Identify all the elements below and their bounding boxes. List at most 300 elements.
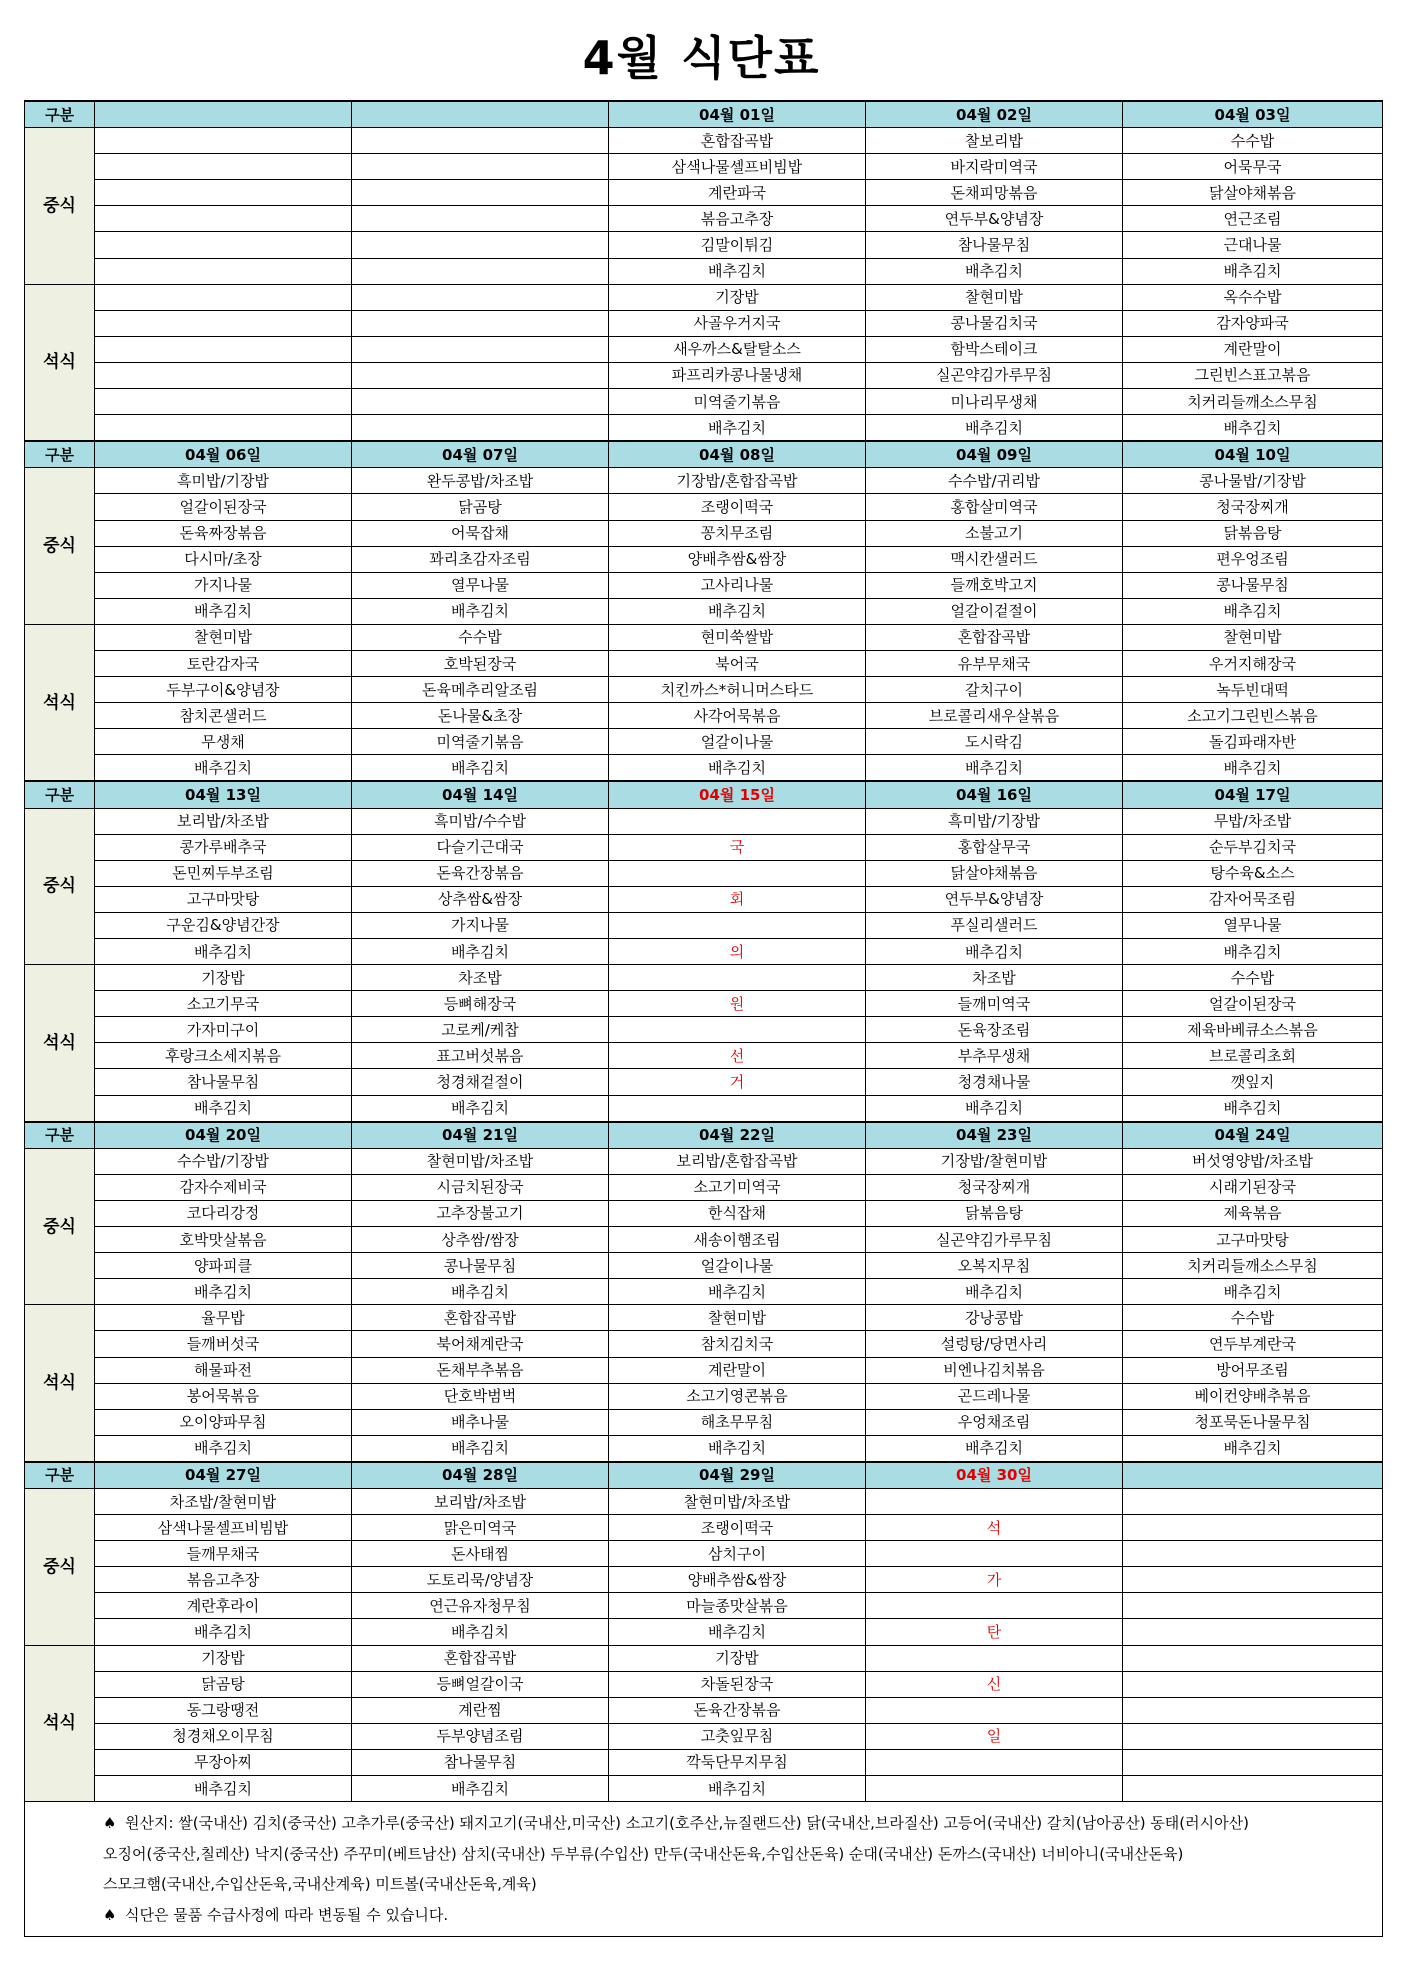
- dinner-row: [25, 1776, 1383, 1802]
- page-title: 4월 식단표: [582, 31, 821, 85]
- menu-item: 소불고기: [866, 520, 1123, 546]
- menu-item: 청경채오이무침: [95, 1723, 352, 1749]
- menu-item: 닭곰탕: [95, 1671, 352, 1697]
- menu-item: 신: [866, 1671, 1123, 1697]
- menu-item: 배추나물: [352, 1409, 609, 1435]
- menu-item: [352, 232, 609, 258]
- menu-item: [609, 1095, 866, 1122]
- menu-item: 찰현미밥: [609, 1305, 866, 1331]
- menu-item: 치킨까스*허니머스타드: [609, 677, 866, 703]
- menu-item: 혼합잡곡밥: [352, 1645, 609, 1671]
- menu-item: 흑미밥/기장밥: [95, 468, 352, 494]
- menu-item: 도시락김: [866, 729, 1123, 755]
- menu-item: 차조밥: [866, 965, 1123, 991]
- menu-item: 고로케/케찹: [352, 1017, 609, 1043]
- menu-item: 닭곰탕: [352, 494, 609, 520]
- dinner-row: [25, 755, 1383, 782]
- gubun-label: 구분: [25, 781, 95, 808]
- menu-item: 혼합잡곡밥: [866, 624, 1123, 650]
- menu-item: 제육볶음: [1123, 1200, 1383, 1226]
- menu-item: 현미쑥쌀밥: [609, 624, 866, 650]
- menu-item: 선: [609, 1043, 866, 1069]
- lunch-row: [25, 546, 1383, 572]
- dinner-row: [25, 1645, 1383, 1671]
- menu-item: 기장밥: [95, 1645, 352, 1671]
- menu-item: 콩나물무침: [352, 1253, 609, 1279]
- lunch-label: 중식: [25, 1148, 95, 1305]
- menu-item: 배추김치: [352, 939, 609, 965]
- date-cell: 04월 17일: [1123, 781, 1383, 808]
- menu-item: 녹두빈대떡: [1123, 677, 1383, 703]
- menu-item: 고사리나물: [609, 572, 866, 598]
- menu-item: 배추김치: [609, 1435, 866, 1462]
- date-cell: 04월 21일: [352, 1122, 609, 1149]
- menu-item: 새우까스&탈탈소스: [609, 336, 866, 362]
- date-cell: 04월 08일: [609, 441, 866, 468]
- menu-item: 얼갈이겉절이: [866, 598, 1123, 624]
- menu-item: 청국장찌개: [866, 1174, 1123, 1200]
- menu-item: 수수밥: [352, 624, 609, 650]
- menu-item: 닭볶음탕: [1123, 520, 1383, 546]
- menu-item: 그린빈스표고볶음: [1123, 362, 1383, 388]
- menu-item: 시래기된장국: [1123, 1174, 1383, 1200]
- menu-item: 회: [609, 886, 866, 912]
- menu-item: 후랑크소세지볶음: [95, 1043, 352, 1069]
- dinner-row: [25, 965, 1383, 991]
- lunch-row: [25, 939, 1383, 965]
- menu-item: 배추김치: [866, 939, 1123, 965]
- menu-item: 순두부김치국: [1123, 834, 1383, 860]
- menu-item: [352, 284, 609, 310]
- dinner-row: [25, 1409, 1383, 1435]
- menu-item: 콩가루배추국: [95, 834, 352, 860]
- dinner-row: [25, 1435, 1383, 1462]
- menu-item: [352, 128, 609, 154]
- menu-item: 고춧잎무침: [609, 1723, 866, 1749]
- menu-item: 계란찜: [352, 1697, 609, 1723]
- menu-item: 무장아찌: [95, 1749, 352, 1775]
- lunch-row: [25, 154, 1383, 180]
- gubun-label: 구분: [25, 101, 95, 128]
- menu-item: [1123, 1541, 1383, 1567]
- lunch-row: [25, 494, 1383, 520]
- menu-item: 흑미밥/수수밥: [352, 808, 609, 834]
- menu-item: 차조밥: [352, 965, 609, 991]
- lunch-row: [25, 912, 1383, 938]
- menu-item: 꽈리초감자조림: [352, 546, 609, 572]
- menu-item: 양배추쌈&쌈장: [609, 546, 866, 572]
- menu-item: [352, 310, 609, 336]
- menu-item: 두부양념조림: [352, 1723, 609, 1749]
- menu-item: 배추김치: [1123, 258, 1383, 284]
- meal-plan-table: [24, 100, 1383, 1937]
- lunch-label: 중식: [25, 128, 95, 285]
- note-text: 오징어(중국산,칠레산) 낙지(중국산) 주꾸미(베트남산) 삼치(국내산) 두부류(수입산) 만두(국내산돈육,수입산돈육) 순대(국내산) 돈까스(국내산) 너비아니(국내산돈육): [103, 1844, 1184, 1863]
- menu-item: 콩나물김치국: [866, 310, 1123, 336]
- menu-item: 미역줄기볶음: [609, 389, 866, 415]
- dinner-label: 석식: [25, 1645, 95, 1802]
- menu-item: [1123, 1488, 1383, 1514]
- menu-item: 소고기무국: [95, 991, 352, 1017]
- menu-item: 가: [866, 1567, 1123, 1593]
- menu-item: 콩나물밥/기장밥: [1123, 468, 1383, 494]
- menu-item: 흑미밥/기장밥: [866, 808, 1123, 834]
- date-cell: 04월 28일: [352, 1462, 609, 1489]
- menu-item: 닭살야채볶음: [866, 860, 1123, 886]
- menu-item: 배추김치: [1123, 1435, 1383, 1462]
- menu-item: 배추김치: [609, 1776, 866, 1802]
- menu-item: 배추김치: [1123, 1095, 1383, 1122]
- menu-item: 유부무채국: [866, 650, 1123, 676]
- lunch-row: [25, 1593, 1383, 1619]
- menu-item: 배추김치: [1123, 1279, 1383, 1305]
- note-text: 원산지: 쌀(국내산) 김치(중국산) 고추가루(중국산) 돼지고기(국내산,미국산) 소고기(호주산,뉴질랜드산) 닭(국내산,브라질산) 고등어(국내산) 갈치(남아공산) 동태(러시아산): [125, 1814, 1249, 1833]
- menu-item: 근대나물: [1123, 232, 1383, 258]
- menu-item: [1123, 1567, 1383, 1593]
- lunch-label: 중식: [25, 808, 95, 965]
- menu-item: 들깨버섯국: [95, 1331, 352, 1357]
- menu-item: 연두부계란국: [1123, 1331, 1383, 1357]
- menu-item: [866, 1697, 1123, 1723]
- lunch-row: [25, 1279, 1383, 1305]
- menu-item: 수수밥: [1123, 965, 1383, 991]
- date-cell: 04월 02일: [866, 101, 1123, 128]
- lunch-row: [25, 1541, 1383, 1567]
- menu-item: 찰현미밥: [95, 624, 352, 650]
- menu-item: 비엔나김치볶음: [866, 1357, 1123, 1383]
- menu-item: 돈나물&초장: [352, 703, 609, 729]
- lunch-row: [25, 468, 1383, 494]
- menu-item: [95, 336, 352, 362]
- menu-item: 감자양파국: [1123, 310, 1383, 336]
- menu-item: [609, 808, 866, 834]
- menu-item: 시금치된장국: [352, 1174, 609, 1200]
- menu-item: 참나물무침: [866, 232, 1123, 258]
- dinner-row: [25, 1017, 1383, 1043]
- menu-item: 돈육간장볶음: [352, 860, 609, 886]
- date-cell: 04월 22일: [609, 1122, 866, 1149]
- menu-item: 새송이햄조림: [609, 1227, 866, 1253]
- menu-item: 마늘종맛살볶음: [609, 1593, 866, 1619]
- menu-item: 배추김치: [609, 258, 866, 284]
- menu-item: 계란말이: [1123, 336, 1383, 362]
- date-cell: 04월 23일: [866, 1122, 1123, 1149]
- menu-item: 찰현미밥: [1123, 624, 1383, 650]
- menu-item: 베이컨양배추볶음: [1123, 1383, 1383, 1409]
- menu-item: 소고기미역국: [609, 1174, 866, 1200]
- menu-item: 배추김치: [352, 1095, 609, 1122]
- menu-item: 원: [609, 991, 866, 1017]
- menu-item: 북어국: [609, 650, 866, 676]
- menu-item: [1123, 1515, 1383, 1541]
- menu-item: 얼갈이된장국: [95, 494, 352, 520]
- menu-item: 푸실리샐러드: [866, 912, 1123, 938]
- menu-item: 깻잎지: [1123, 1069, 1383, 1095]
- dinner-row: [25, 1357, 1383, 1383]
- menu-item: 배추김치: [1123, 939, 1383, 965]
- menu-item: 수수밥: [1123, 128, 1383, 154]
- dinner-label: 석식: [25, 1305, 95, 1462]
- menu-item: 연근유자청무침: [352, 1593, 609, 1619]
- menu-item: 상추쌈/쌈장: [352, 1227, 609, 1253]
- menu-item: 배추김치: [1123, 755, 1383, 782]
- menu-item: [95, 284, 352, 310]
- menu-item: [1123, 1645, 1383, 1671]
- menu-item: 배추김치: [95, 755, 352, 782]
- dinner-label: 석식: [25, 965, 95, 1122]
- menu-item: [352, 206, 609, 232]
- menu-item: 참나물무침: [95, 1069, 352, 1095]
- lunch-row: [25, 1488, 1383, 1514]
- lunch-row: [25, 258, 1383, 284]
- menu-item: [95, 415, 352, 442]
- menu-item: 치커리들깨소스무침: [1123, 1253, 1383, 1279]
- menu-item: 북어채계란국: [352, 1331, 609, 1357]
- lunch-row: [25, 886, 1383, 912]
- menu-item: 배추김치: [95, 1095, 352, 1122]
- note-line: [103, 1869, 1382, 1900]
- menu-item: 동그랑땡전: [95, 1697, 352, 1723]
- menu-item: 사골우거지국: [609, 310, 866, 336]
- menu-item: [1123, 1619, 1383, 1645]
- lunch-label: 중식: [25, 468, 95, 625]
- menu-item: 토란감자국: [95, 650, 352, 676]
- note-line: [103, 1808, 1382, 1839]
- menu-item: 닭볶음탕: [866, 1200, 1123, 1226]
- menu-item: [95, 258, 352, 284]
- dinner-row: [25, 389, 1383, 415]
- lunch-row: [25, 1200, 1383, 1226]
- menu-item: 배추김치: [609, 755, 866, 782]
- menu-item: 돈육장조림: [866, 1017, 1123, 1043]
- lunch-row: [25, 1174, 1383, 1200]
- menu-item: 단호박범벅: [352, 1383, 609, 1409]
- lunch-row: [25, 1148, 1383, 1174]
- menu-item: 배추김치: [609, 1279, 866, 1305]
- dinner-row: [25, 703, 1383, 729]
- menu-item: 기장밥/찰현미밥: [866, 1148, 1123, 1174]
- gubun-label: 구분: [25, 441, 95, 468]
- dinner-row: [25, 991, 1383, 1017]
- menu-item: 감자수제비국: [95, 1174, 352, 1200]
- dinner-row: [25, 1095, 1383, 1122]
- menu-item: 고구마맛탕: [95, 886, 352, 912]
- menu-item: 오복지무침: [866, 1253, 1123, 1279]
- menu-item: 배추김치: [609, 1619, 866, 1645]
- menu-item: [352, 258, 609, 284]
- menu-item: [95, 180, 352, 206]
- menu-item: 파프리카콩나물냉채: [609, 362, 866, 388]
- menu-item: 바지락미역국: [866, 154, 1123, 180]
- menu-item: 가자미구이: [95, 1017, 352, 1043]
- menu-item: 보리밥/혼합잡곡밥: [609, 1148, 866, 1174]
- menu-item: 코다리강정: [95, 1200, 352, 1226]
- menu-item: 배추김치: [352, 755, 609, 782]
- menu-item: 배추김치: [866, 258, 1123, 284]
- menu-item: 배추김치: [866, 1279, 1123, 1305]
- menu-item: 꽁치무조림: [609, 520, 866, 546]
- dinner-row: [25, 650, 1383, 676]
- note-text: 식단은 물품 수급사정에 따라 변동될 수 있습니다.: [125, 1905, 449, 1924]
- date-cell: 04월 29일: [609, 1462, 866, 1489]
- dinner-row: [25, 624, 1383, 650]
- menu-item: 얼갈이된장국: [1123, 991, 1383, 1017]
- menu-item: 호박맛살볶음: [95, 1227, 352, 1253]
- menu-item: [866, 1645, 1123, 1671]
- menu-item: 오이양파무침: [95, 1409, 352, 1435]
- menu-item: 배추김치: [609, 598, 866, 624]
- notes-cell: [25, 1802, 1383, 1937]
- menu-item: 계란파국: [609, 180, 866, 206]
- dinner-row: [25, 1383, 1383, 1409]
- menu-item: 부추무생채: [866, 1043, 1123, 1069]
- menu-item: [352, 336, 609, 362]
- date-cell: 04월 14일: [352, 781, 609, 808]
- menu-item: [1123, 1749, 1383, 1775]
- dinner-label: 석식: [25, 284, 95, 441]
- menu-item: 혼합잡곡밥: [609, 128, 866, 154]
- menu-item: 방어무조림: [1123, 1357, 1383, 1383]
- menu-item: 소고기영콘볶음: [609, 1383, 866, 1409]
- note-text: 스모크햄(국내산,수입산돈육,국내산계육) 미트볼(국내산돈육,계육): [103, 1875, 537, 1894]
- menu-item: 양파피클: [95, 1253, 352, 1279]
- notes-row: [25, 1802, 1383, 1937]
- menu-item: [1123, 1593, 1383, 1619]
- menu-item: 도토리묵/양념장: [352, 1567, 609, 1593]
- dinner-row: [25, 1043, 1383, 1069]
- menu-item: 배추김치: [866, 1435, 1123, 1462]
- menu-item: [609, 1017, 866, 1043]
- lunch-row: [25, 1619, 1383, 1645]
- menu-item: 배추김치: [866, 755, 1123, 782]
- menu-item: 어묵무국: [1123, 154, 1383, 180]
- dinner-row: [25, 1331, 1383, 1357]
- dinner-row: [25, 415, 1383, 442]
- menu-item: 배추김치: [352, 598, 609, 624]
- menu-item: 고구마맛탕: [1123, 1227, 1383, 1253]
- menu-item: [609, 965, 866, 991]
- menu-item: 계란후라이: [95, 1593, 352, 1619]
- menu-item: [609, 860, 866, 886]
- menu-item: [95, 232, 352, 258]
- menu-item: 우엉채조림: [866, 1409, 1123, 1435]
- lunch-row: [25, 834, 1383, 860]
- dinner-row: [25, 1697, 1383, 1723]
- menu-item: 참치김치국: [609, 1331, 866, 1357]
- date-cell: 04월 20일: [95, 1122, 352, 1149]
- menu-item: 돈육메추리알조림: [352, 677, 609, 703]
- dinner-row: [25, 1305, 1383, 1331]
- menu-item: 해초무무침: [609, 1409, 866, 1435]
- dinner-row: [25, 336, 1383, 362]
- dinner-row: [25, 1671, 1383, 1697]
- menu-item: 연근조림: [1123, 206, 1383, 232]
- menu-item: 무밥/차조밥: [1123, 808, 1383, 834]
- menu-item: 삼색나물셀프비빔밥: [95, 1515, 352, 1541]
- note-line: [103, 1839, 1382, 1870]
- menu-item: 혼합잡곡밥: [352, 1305, 609, 1331]
- menu-item: 닭살야채볶음: [1123, 180, 1383, 206]
- date-cell: 04월 06일: [95, 441, 352, 468]
- menu-item: 의: [609, 939, 866, 965]
- menu-item: 볶음고추장: [95, 1567, 352, 1593]
- spade-icon: ♠: [103, 1905, 117, 1924]
- menu-item: 등뼈얼갈이국: [352, 1671, 609, 1697]
- lunch-row: [25, 128, 1383, 154]
- menu-item: [352, 180, 609, 206]
- menu-item: 배추김치: [352, 1776, 609, 1802]
- menu-item: 삼색나물셀프비빔밥: [609, 154, 866, 180]
- menu-item: 배추김치: [609, 415, 866, 442]
- menu-item: 홍합살미역국: [866, 494, 1123, 520]
- date-cell: [95, 101, 352, 128]
- menu-item: 돈민찌두부조림: [95, 860, 352, 886]
- menu-item: 배추김치: [352, 1435, 609, 1462]
- menu-item: 기장밥: [95, 965, 352, 991]
- menu-item: 돈육짜장볶음: [95, 520, 352, 546]
- lunch-label: 중식: [25, 1488, 95, 1645]
- menu-item: 배추김치: [95, 598, 352, 624]
- menu-item: 치커리들깨소스무침: [1123, 389, 1383, 415]
- dinner-row: [25, 284, 1383, 310]
- menu-item: 석: [866, 1515, 1123, 1541]
- menu-item: 옥수수밥: [1123, 284, 1383, 310]
- menu-item: 실곤약김가루무침: [866, 362, 1123, 388]
- menu-item: 탕수육&소스: [1123, 860, 1383, 886]
- menu-item: 소고기그린빈스볶음: [1123, 703, 1383, 729]
- menu-item: 김말이튀김: [609, 232, 866, 258]
- menu-item: 실곤약김가루무침: [866, 1227, 1123, 1253]
- menu-item: 배추김치: [866, 1095, 1123, 1122]
- lunch-row: [25, 808, 1383, 834]
- menu-item: 돈채부추볶음: [352, 1357, 609, 1383]
- menu-item: [866, 1541, 1123, 1567]
- menu-item: [866, 1749, 1123, 1775]
- menu-item: [352, 389, 609, 415]
- menu-item: 차돌된장국: [609, 1671, 866, 1697]
- menu-item: 찰현미밥/차조밥: [609, 1488, 866, 1514]
- lunch-row: [25, 206, 1383, 232]
- menu-item: 표고버섯볶음: [352, 1043, 609, 1069]
- menu-item: 차조밥/찰현미밥: [95, 1488, 352, 1514]
- menu-item: 보리밥/차조밥: [352, 1488, 609, 1514]
- menu-item: 상추쌈&쌈장: [352, 886, 609, 912]
- lunch-row: [25, 598, 1383, 624]
- menu-item: 봉어묵볶음: [95, 1383, 352, 1409]
- menu-item: [866, 1776, 1123, 1802]
- dinner-row: [25, 1749, 1383, 1775]
- menu-item: 편우엉조림: [1123, 546, 1383, 572]
- menu-item: 다시마/초장: [95, 546, 352, 572]
- menu-item: 일: [866, 1723, 1123, 1749]
- menu-item: 들깨호박고지: [866, 572, 1123, 598]
- lunch-row: [25, 1227, 1383, 1253]
- menu-item: [95, 206, 352, 232]
- date-cell: 04월 07일: [352, 441, 609, 468]
- menu-item: 열무나물: [352, 572, 609, 598]
- lunch-row: [25, 520, 1383, 546]
- date-cell: 04월 24일: [1123, 1122, 1383, 1149]
- dinner-row: [25, 677, 1383, 703]
- menu-item: 열무나물: [1123, 912, 1383, 938]
- menu-item: 연두부&양념장: [866, 886, 1123, 912]
- date-cell: [352, 101, 609, 128]
- menu-item: [95, 362, 352, 388]
- menu-item: 한식잡채: [609, 1200, 866, 1226]
- menu-item: 완두콩밥/차조밥: [352, 468, 609, 494]
- date-cell: 04월 27일: [95, 1462, 352, 1489]
- menu-item: 우거지해장국: [1123, 650, 1383, 676]
